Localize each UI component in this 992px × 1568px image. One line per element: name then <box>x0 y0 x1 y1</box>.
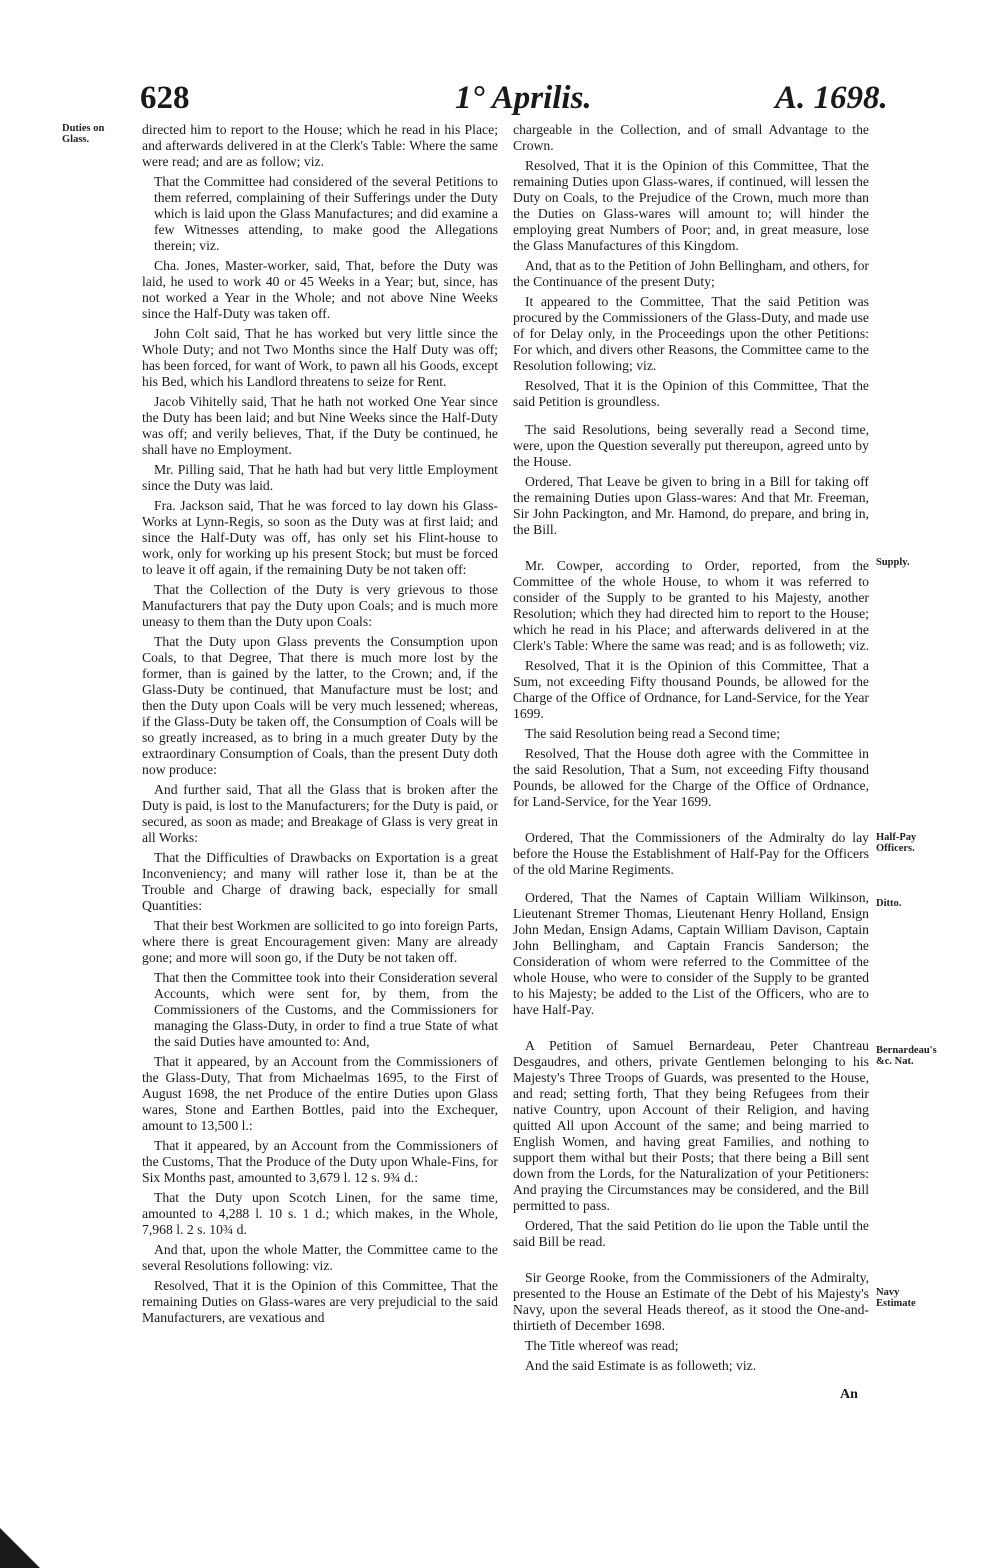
paragraph: Mr. Cowper, according to Order, reported, from the Committee of the whole House, to whom it was referred to consider of the Supply to be granted to his Majesty, another Resolution; which they had directed him to report to the House; which he read in his Place; and afterwards delivered in at the Clerk's Table: Where the same was read; and is as followeth; viz. <box>513 558 870 653</box>
paragraph: And, that as to the Petition of John Bellingham, and others, for the Continuance of the present Duty; <box>513 258 869 289</box>
paragraph: That then the Committee took into their Consideration several Accounts, which were sent for, by them, from the Commissioners of the Customs, and the Commissioners for managing the Glass-Duty, in order to find a true State of what the said Duties have amounted to: And, <box>154 970 498 1049</box>
margin-note-bernardeau: Bernardeau's &c. Nat. <box>876 1045 937 1067</box>
left-column <box>142 122 498 1330</box>
paragraph: Ordered, That the Commissioners of the Admiralty do lay before the House the Establishment of Half-Pay for the Officers of the old Marine Regiments. <box>513 830 869 877</box>
paragraph: The said Resolutions, being severally read a Second time, were, upon the Question severally put thereupon, agreed unto by the House. <box>513 422 869 469</box>
paragraph: Fra. Jackson said, That he was forced to lay down his Glass-Works at Lynn-Regis, so soon as the Duty was at first laid; and since the Half-Duty was off, has only set his Flint-house to work, only for working up his present Stock; but must be forced to leave it off again, if the remaining Duty be not taken off: <box>142 498 498 577</box>
paragraph: Resolved, That the House doth agree with the Committee in the said Resolution, That a Sum, not exceeding Fifty thousand Pounds, be allowed for the Charge of the Office of Ordnance, for Land-Service, for the Year 1699. <box>513 746 869 809</box>
paragraph: And further said, That all the Glass that is broken after the Duty is paid, is lost to the Manufacturers; for the Duty is paid, or secured, as soon as made; and Breakage of Glass is very great in all Works: <box>142 782 498 845</box>
paragraph: A Petition of Samuel Bernardeau, Peter Chantreau Desgaudres, and others, private Gentlemen belonging to his Majesty's Three Troops of Guards, was presented to the House, and read; setting forth, That they being Refugees from their native Country, upon Account of their Religion, and having quitted All upon Account of the same; and being married to English Women, and having great Families, and nothing to support them withal but their Posts; that there being a Bill sent down from the Lords, for the Naturalization of your Petitioners: And praying the Circumstances may be considered, and the Bill permitted to pass. <box>513 1038 869 1213</box>
margin-note-supply: Supply. <box>876 557 910 568</box>
paragraph: The said Resolution being read a Second time; <box>525 726 781 741</box>
corner-mark <box>0 1528 40 1568</box>
right-column <box>513 122 869 1378</box>
paragraph: That the Duty upon Scotch Linen, for the same time, amounted to 4,288 l. 10 s. 1 d.; which makes, in the Whole, 7,968 l. 2 s. 10¾ d. <box>142 1190 498 1237</box>
paragraph: Sir George Rooke, from the Commissioners of the Admiralty, presented to the House an Estimate of the Debt of his Majesty's Navy, upon the several Heads thereof, as it stood the One-and-thirtieth of December 1698. <box>513 1270 869 1333</box>
paragraph: directed him to report to the House; which he read in his Place; and afterwards delivered in at the Clerk's Table: Where the same were read; and are as follow; viz. <box>142 122 498 169</box>
session-date: 1° Aprilis. <box>455 80 592 116</box>
paragraph: That their best Workmen are sollicited to go into foreign Parts, where there is great Encouragement given: Many are already gone; and more will soon go, if the Duty be not taken off. <box>142 918 498 965</box>
paragraph: And the said Estimate is as followeth; viz. <box>525 1358 757 1373</box>
paragraph: It appeared to the Committee, That the said Petition was procured by the Commissioners of the Glass-Duty, and made use of for Delay only, in the Proceedings upon the other Petitions: For which, and divers other Reasons, the Committee came to the Resolution following; viz. <box>513 294 869 373</box>
paragraph: Jacob Vihitelly said, That he hath not worked One Year since the Duty has been laid; and but Nine Weeks since the Half-Duty was off; and verily believes, That, if the Duty be continued, he shall have no Employment. <box>142 394 498 457</box>
paragraph: That the Committee had considered of the several Petitions to them referred, complaining of their Sufferings under the Duty which is laid upon the Glass Manufactures; and did examine a few Witnesses attending, to make good the Allegations therein; viz. <box>154 174 498 253</box>
paragraph: Ordered, That the Names of Captain William Wilkinson, Lieutenant Stremer Thomas, Lieutenant Henry Holland, Ensign John Medan, Ensign Adams, Captain William Davison, Captain John Bellingham, and Captain Francis Sanderson; the Consideration of whom were referred to the Committee of the whole House, who were to consider of the Supply to be granted to his Majesty; be added to the List of the Officers, who are to have Half-Pay. <box>513 890 869 1017</box>
paragraph: That the Difficulties of Drawbacks on Exportation is a great Inconveniency; and many will rather lose it, than be at the Trouble and Charge of drawing back, especially for small Quantities: <box>142 850 498 913</box>
paragraph: That the Collection of the Duty is very grievous to those Manufacturers that pay the Duty upon Coals; and is much more uneasy to them than the Duty upon Coals: <box>142 582 498 629</box>
paragraph: Resolved, That it is the Opinion of this Committee, That the remaining Duties upon Glass-wares, if continued, will lessen the Duty on Coals, to the Prejudice of the Crown, much more than the Duties on Glass-wares will amount to; will hinder the employing great Numbers of Poor; and, in great measure, lose the Glass Manufactures of this Kingdom. <box>513 158 869 253</box>
paragraph: Ordered, That Leave be given to bring in a Bill for taking off the remaining Duties upon Glass-wares: And that Mr. Freeman, Sir John Packington, and Mr. Hamond, do prepare, and bring in, the Bill. <box>513 474 869 537</box>
session-year: A. 1698. <box>775 80 888 116</box>
margin-note-duties-on-glass: Duties on Glass. <box>62 123 105 145</box>
paragraph: Mr. Pilling said, That he hath had but very little Employment since the Duty was laid. <box>142 462 498 493</box>
paragraph: That it appeared, by an Account from the Commissioners of the Glass-Duty, That from Michaelmas 1695, to the First of August 1698, the net Produce of the entire Duties upon Glass wares, Stone and Earthen Bottles, paid into the Exchequer, amount to 13,500 l.: <box>142 1054 498 1133</box>
margin-note-navy-estimate: Navy Estimate <box>876 1287 916 1309</box>
paragraph: Resolved, That it is the Opinion of this Committee, That a Sum, not exceeding Fifty thousand Pounds, be allowed for the Charge of the Office of Ordnance, for Land-Service, for the Year 1699. <box>513 658 869 721</box>
page-number: 628 <box>140 80 190 116</box>
margin-note-half-pay: Half-Pay Officers. <box>876 832 917 854</box>
paragraph: That it appeared, by an Account from the Commissioners of the Customs, That the Produce of the Duty upon Whale-Fins, for Six Months past, amounted to 3,679 l. 12 s. 9¾ d.: <box>142 1138 498 1185</box>
paragraph: The Title whereof was read; <box>525 1338 679 1353</box>
paragraph: Resolved, That it is the Opinion of this Committee, That the said Petition is groundless. <box>513 378 869 409</box>
paragraph: John Colt said, That he has worked but very little since the Whole Duty; and not Two Months since the Half Duty was off; has been forced, for want of Work, to pawn all his Goods, except his Bed, which his Landlord threatens to seize for Rent. <box>142 326 498 389</box>
paragraph: chargeable in the Collection, and of small Advantage to the Crown. <box>513 122 869 153</box>
margin-note-ditto: Ditto. <box>876 898 902 909</box>
paragraph: Ordered, That the said Petition do lie upon the Table until the said Bill be read. <box>513 1218 869 1249</box>
paragraph: Cha. Jones, Master-worker, said, That, before the Duty was laid, he used to work 40 or 45 Weeks in a Year; but, since, has not worked a Year in the Whole; and not above Nine Weeks since the Half-Duty was taken off. <box>142 258 498 321</box>
paragraph: That the Duty upon Glass prevents the Consumption upon Coals, to that Degree, That there is much more lost by the former, than is gained by the latter, to the Crown; and, if the Glass-Duty be continued, that Manufacture must be lost; and then the Duty upon Coals will be very much lessened; whereas, if the Glass-Duty be taken off, the Consumption of Coals will be so greatly increased, as to bring in a much greater Duty by the extraordinary Consumption of Coals, than the present Duty doth now produce: <box>142 634 498 777</box>
catchword: An <box>840 1387 858 1402</box>
paragraph: And that, upon the whole Matter, the Committee came to the several Resolutions following: viz. <box>142 1242 498 1273</box>
paragraph: Resolved, That it is the Opinion of this Committee, That the remaining Duties on Glass-wares are very prejudicial to the said Manufacturers, are vexatious and <box>142 1278 498 1325</box>
